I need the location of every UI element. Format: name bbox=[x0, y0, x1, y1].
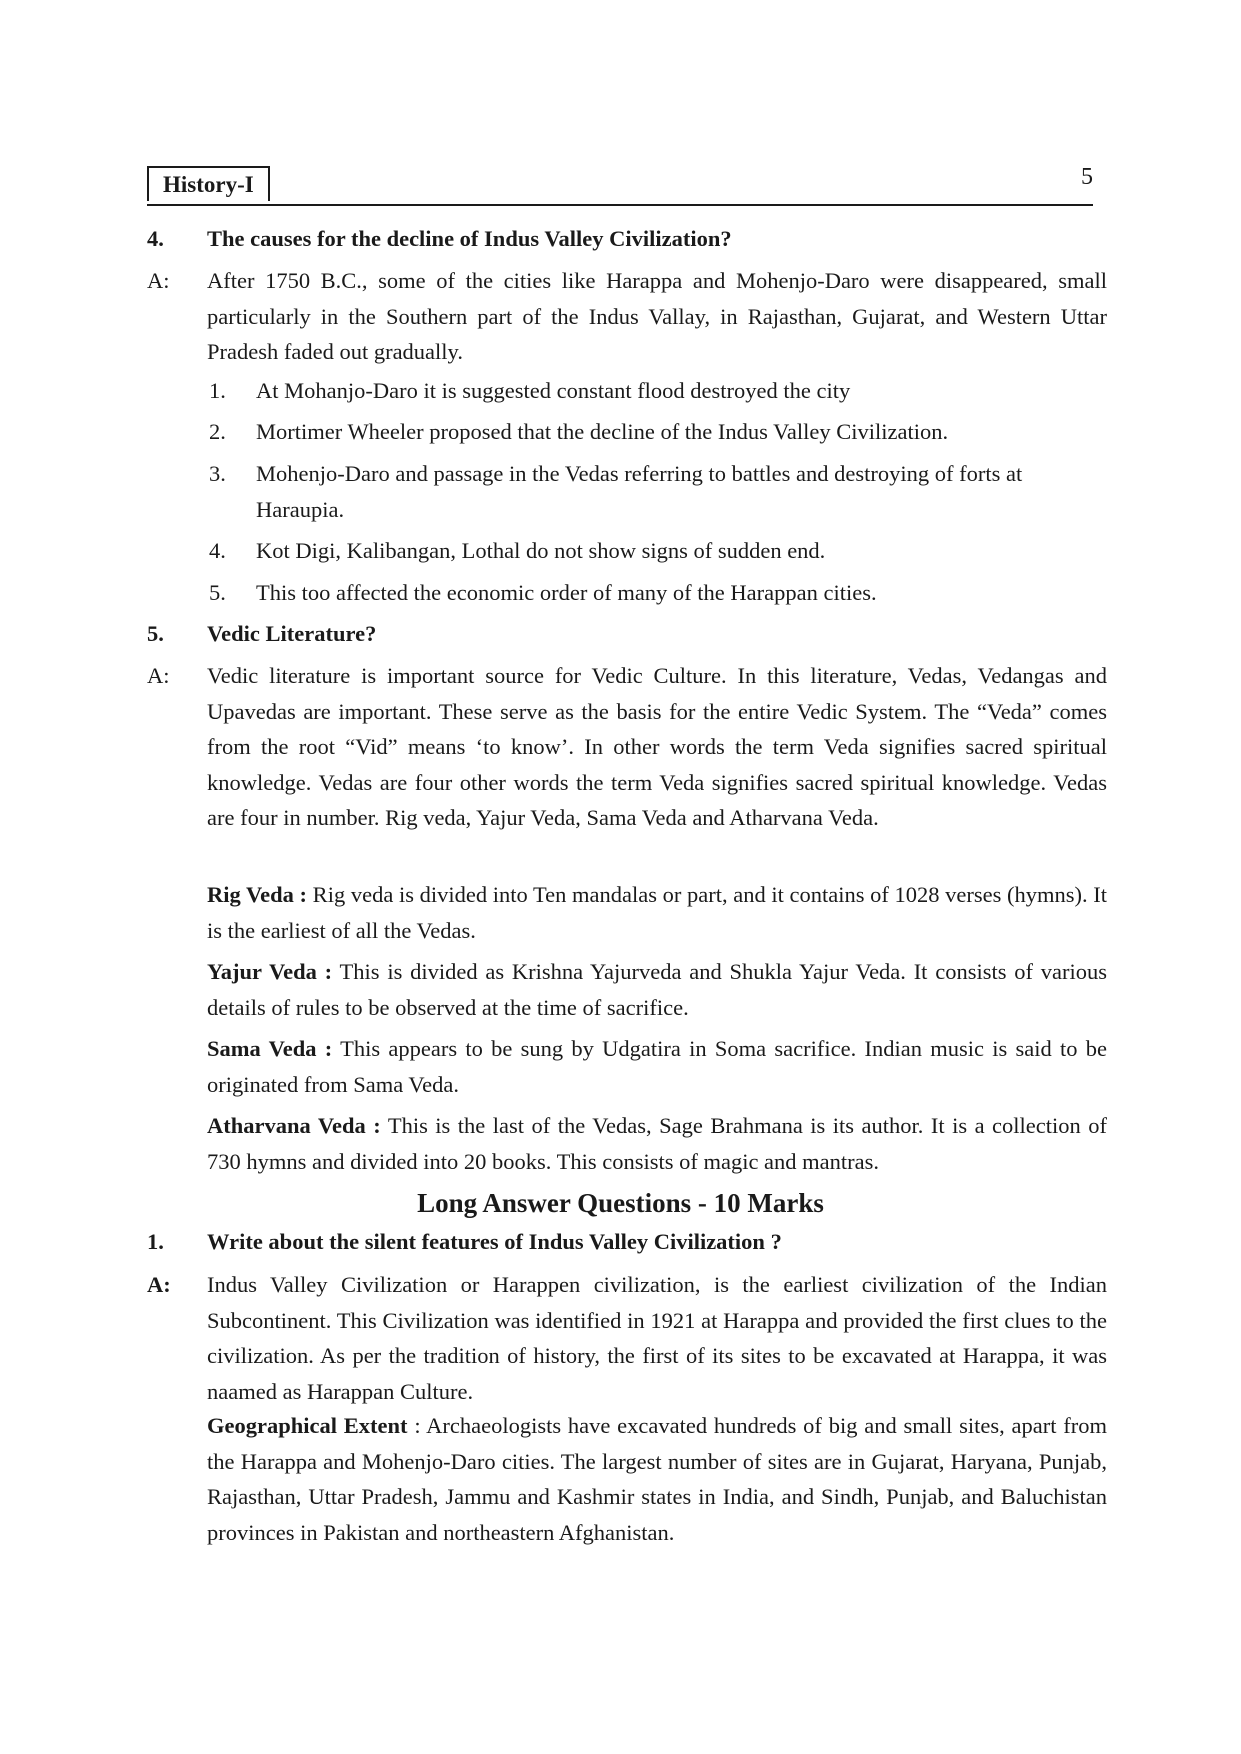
definition: Rig veda is divided into Ten mandalas or part, and it contains of 1028 verses (hymns). It is the earliest of all the Vedas. bbox=[207, 882, 1107, 943]
question-text: Write about the silent features of Indus Valley Civilization ? bbox=[207, 1229, 782, 1254]
definition: This appears to be sung by Udgatira in Soma sacrifice. Indian music is said to be originated from Sama Veda. bbox=[207, 1036, 1107, 1097]
point-text: Kot Digi, Kalibangan, Lothal do not show signs of sudden end. bbox=[256, 538, 826, 563]
point-number: 5. bbox=[209, 580, 226, 605]
point-text: At Mohanjo-Daro it is suggested constant flood destroyed the city bbox=[256, 378, 851, 403]
point-number: 3. bbox=[209, 461, 226, 486]
atharvana-veda-paragraph bbox=[207, 1108, 1107, 1179]
question-number: 4. bbox=[147, 226, 164, 251]
point-number: 2. bbox=[209, 419, 226, 444]
point-number: 1. bbox=[209, 378, 226, 403]
term: Sama Veda : bbox=[207, 1036, 333, 1061]
sama-veda-paragraph bbox=[207, 1031, 1107, 1102]
point-text: This too affected the economic order of many of the Harappan cities. bbox=[256, 580, 877, 605]
book-title-box: History-I bbox=[147, 166, 270, 201]
geographical-extent-paragraph bbox=[207, 1408, 1107, 1550]
definition: : Archaeologists have excavated hundreds of big and small sites, apart from the Harappa and Mohenjo-Daro cities. The largest number of sites are in Gujarat, Haryana, Punjab, Rajasthan, Uttar Pradesh, Jammu and Kashmir states in India, and Sindh, Punjab, and Baluchistan provinces in Pakistan and northeastern Afghanistan. bbox=[207, 1413, 1107, 1545]
term: Geographical Extent bbox=[207, 1413, 408, 1438]
question-number: 1. bbox=[147, 1229, 164, 1254]
answer-label: A: bbox=[147, 1272, 171, 1297]
answer-text: After 1750 B.C., some of the cities like Harappa and Mohenjo-Daro were disappeared, small particularly in the Southern part of the Indus Vallay, in Rajasthan, Gujarat, and Western Uttar Pradesh faded out gradually. bbox=[207, 268, 1107, 364]
yajur-veda-paragraph bbox=[207, 954, 1107, 1025]
question-text: The causes for the decline of Indus Valley Civilization? bbox=[207, 226, 732, 251]
point-text: Mohenjo-Daro and passage in the Vedas referring to battles and destroying of forts at Haraupia. bbox=[256, 461, 1023, 522]
definition: This is divided as Krishna Yajurveda and Shukla Yajur Veda. It consists of various details of rules to be observed at the time of sacrifice. bbox=[207, 959, 1107, 1020]
term: Yajur Veda : bbox=[207, 959, 333, 984]
answer-text: Indus Valley Civilization or Harappen civilization, is the earliest civilization of the Indian Subcontinent. This Civilization was identified in 1921 at Harappa and provided the first clues to the civilization. As per the tradition of history, the first of its sites to be excavated at Harappa, it was naamed as Harappan Culture. bbox=[207, 1272, 1107, 1404]
point-number: 4. bbox=[209, 538, 226, 563]
term: Rig Veda : bbox=[207, 882, 308, 907]
section-title: Long Answer Questions - 10 Marks bbox=[417, 1188, 824, 1218]
question-number: 5. bbox=[147, 621, 164, 646]
answer-label: A: bbox=[147, 268, 170, 293]
point-text: Mortimer Wheeler proposed that the decline of the Indus Valley Civilization. bbox=[256, 419, 949, 444]
answer-label: A: bbox=[147, 663, 170, 688]
page-number: 5 bbox=[1081, 164, 1093, 190]
term: Atharvana Veda : bbox=[207, 1113, 381, 1138]
page-header bbox=[147, 166, 1093, 206]
answer-text: Vedic literature is important source for Vedic Culture. In this literature, Vedas, Vedangas and Upavedas are important. These serve as the basis for the entire Vedic System. The “Veda” comes from the root “Vid” means ‘to know’. In other words the term Veda signifies sacred spiritual knowledge. Vedas are four other words the term Veda signifies sacred spiritual knowledge. Vedas are four in number. Rig veda, Yajur Veda, Sama Veda and Atharvana Veda. bbox=[207, 663, 1107, 830]
definition: This is the last of the Vedas, Sage Brahmana is its author. It is a collection of 730 hymns and divided into 20 books. This consists of magic and mantras. bbox=[207, 1113, 1107, 1174]
question-text: Vedic Literature? bbox=[207, 621, 377, 646]
rig-veda-paragraph bbox=[207, 877, 1107, 948]
